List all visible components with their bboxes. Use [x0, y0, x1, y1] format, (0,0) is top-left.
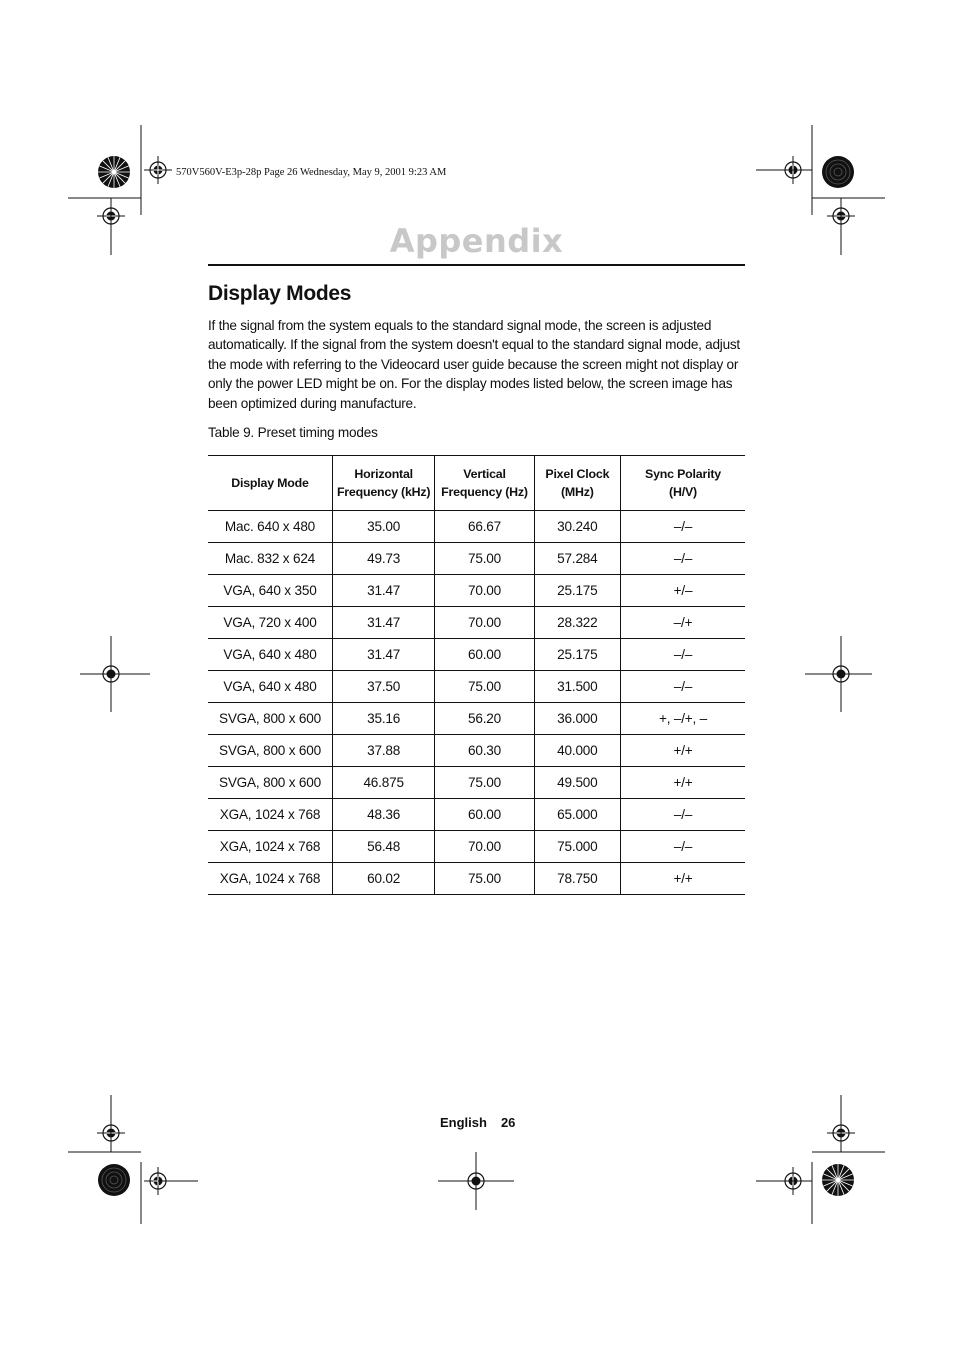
header-line: Frequency (Hz)	[441, 485, 528, 499]
body-paragraph: If the signal from the system equals to the standard signal mode, the screen is adjusted automatically. If the signal from the system doesn't equal to the standard signal mode, adjust the mode with referring to the Videocard user guide because the screen might not display or only the power LED might be on. For the display modes listed below, the screen image has been optimized during manufacture.	[208, 318, 740, 411]
cell-sync-polarity: –/–	[621, 511, 746, 543]
cell-display-mode: XGA, 1024 x 768	[208, 799, 332, 831]
cell-sync-polarity: +/+	[621, 863, 746, 895]
cell-display-mode: SVGA, 800 x 600	[208, 703, 332, 735]
cell-horizontal-frequency: 37.88	[332, 735, 434, 767]
footer-language: English	[440, 1115, 487, 1130]
cell-display-mode: XGA, 1024 x 768	[208, 831, 332, 863]
table-row	[208, 831, 745, 863]
cell-sync-polarity: –/–	[621, 671, 746, 703]
cell-sync-polarity: –/–	[621, 831, 746, 863]
page-footer	[440, 1115, 515, 1130]
cell-display-mode: VGA, 640 x 350	[208, 575, 332, 607]
cell-pixel-clock: 40.000	[534, 735, 620, 767]
chapter-title: Appendix	[389, 222, 564, 260]
cell-display-mode: VGA, 640 x 480	[208, 671, 332, 703]
cell-pixel-clock: 30.240	[534, 511, 620, 543]
preset-timing-table	[208, 455, 745, 895]
cell-horizontal-frequency: 31.47	[332, 639, 434, 671]
cell-sync-polarity: +/+	[621, 735, 746, 767]
chapter-rule	[208, 264, 745, 266]
cell-horizontal-frequency: 31.47	[332, 607, 434, 639]
table-row	[208, 607, 745, 639]
header-line: (H/V)	[669, 485, 697, 499]
header-line: Display Mode	[231, 476, 309, 490]
cell-pixel-clock: 36.000	[534, 703, 620, 735]
cell-vertical-frequency: 60.30	[435, 735, 534, 767]
cell-sync-polarity: –/–	[621, 543, 746, 575]
cell-horizontal-frequency: 35.00	[332, 511, 434, 543]
table-row	[208, 767, 745, 799]
table-row	[208, 735, 745, 767]
table-row	[208, 639, 745, 671]
cell-pixel-clock: 31.500	[534, 671, 620, 703]
header-line: Frequency (kHz)	[336, 485, 431, 499]
cell-pixel-clock: 75.000	[534, 831, 620, 863]
header-line: (MHz)	[560, 485, 594, 499]
header-line: Sync Polarity	[645, 467, 721, 481]
cell-sync-polarity: +, –/+, –	[621, 703, 746, 735]
header-vertical-frequency	[435, 456, 534, 511]
cell-vertical-frequency: 75.00	[435, 863, 534, 895]
cell-horizontal-frequency: 49.73	[332, 543, 434, 575]
header-display-mode	[208, 456, 332, 511]
section-title: Display Modes	[208, 282, 352, 305]
table-row	[208, 863, 745, 895]
cell-display-mode: VGA, 720 x 400	[208, 607, 332, 639]
print-slug-line: 570V560V-E3p-28p Page 26 Wednesday, May 9, 2001 9:23 AM	[176, 167, 447, 178]
table-row	[208, 799, 745, 831]
cell-horizontal-frequency: 60.02	[332, 863, 434, 895]
table-row	[208, 671, 745, 703]
cell-vertical-frequency: 60.00	[435, 799, 534, 831]
cell-display-mode: Mac. 640 x 480	[208, 511, 332, 543]
header-pixel-clock	[534, 456, 620, 511]
cell-display-mode: SVGA, 800 x 600	[208, 767, 332, 799]
cell-pixel-clock: 78.750	[534, 863, 620, 895]
cell-pixel-clock: 65.000	[534, 799, 620, 831]
cell-display-mode: XGA, 1024 x 768	[208, 863, 332, 895]
cell-vertical-frequency: 70.00	[435, 607, 534, 639]
cell-horizontal-frequency: 31.47	[332, 575, 434, 607]
table-caption: Table 9. Preset timing modes	[208, 425, 378, 440]
cell-horizontal-frequency: 46.875	[332, 767, 434, 799]
cell-horizontal-frequency: 37.50	[332, 671, 434, 703]
header-line: Pixel Clock	[545, 467, 610, 481]
cell-horizontal-frequency: 56.48	[332, 831, 434, 863]
header-horizontal-frequency	[332, 456, 434, 511]
table-row	[208, 543, 745, 575]
cell-display-mode: VGA, 640 x 480	[208, 639, 332, 671]
cell-sync-polarity: –/–	[621, 799, 746, 831]
cell-vertical-frequency: 75.00	[435, 671, 534, 703]
table-row	[208, 575, 745, 607]
cell-vertical-frequency: 56.20	[435, 703, 534, 735]
table-header-row	[208, 456, 745, 511]
cell-display-mode: Mac. 832 x 624	[208, 543, 332, 575]
cell-pixel-clock: 49.500	[534, 767, 620, 799]
cell-horizontal-frequency: 35.16	[332, 703, 434, 735]
cell-sync-polarity: –/–	[621, 639, 746, 671]
cell-sync-polarity: +/–	[621, 575, 746, 607]
header-line: Horizontal	[354, 467, 413, 481]
header-sync-polarity	[621, 456, 746, 511]
page-number: 26	[500, 1115, 516, 1130]
cell-sync-polarity: +/+	[621, 767, 746, 799]
cell-pixel-clock: 28.322	[534, 607, 620, 639]
table-row	[208, 511, 745, 543]
cell-vertical-frequency: 75.00	[435, 543, 534, 575]
table-row	[208, 703, 745, 735]
header-line: Vertical	[463, 467, 506, 481]
cell-pixel-clock: 25.175	[534, 639, 620, 671]
cell-pixel-clock: 57.284	[534, 543, 620, 575]
cell-vertical-frequency: 70.00	[435, 575, 534, 607]
cell-display-mode: SVGA, 800 x 600	[208, 735, 332, 767]
cell-vertical-frequency: 66.67	[435, 511, 534, 543]
cell-sync-polarity: –/+	[621, 607, 746, 639]
cell-vertical-frequency: 60.00	[435, 639, 534, 671]
cell-pixel-clock: 25.175	[534, 575, 620, 607]
cell-vertical-frequency: 70.00	[435, 831, 534, 863]
cell-horizontal-frequency: 48.36	[332, 799, 434, 831]
cell-vertical-frequency: 75.00	[435, 767, 534, 799]
